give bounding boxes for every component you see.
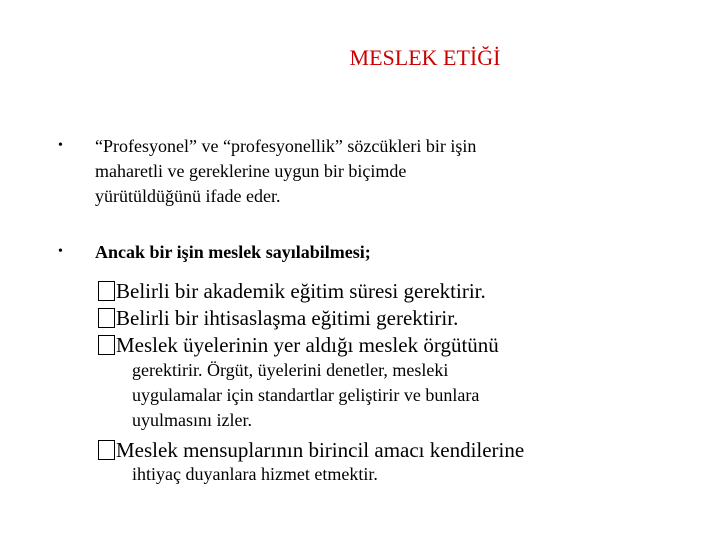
sub-item	[98, 304, 458, 333]
slide-title: MESLEK ETİĞİ	[349, 45, 501, 70]
missing-glyph-box-icon	[98, 440, 115, 460]
sub-item-continuation: uygulamalar için standartlar geliştirir ve bunlara	[132, 385, 480, 405]
sub-item-text: Meslek üyelerinin yer aldığı meslek örgütünü	[116, 333, 499, 357]
sub-item-continuation: uyulmasını izler.	[132, 410, 252, 430]
sub-item-continuation: gerektirir. Örgüt, üyelerini denetler, mesleki	[132, 360, 449, 380]
bullet-text: Ancak bir işin meslek sayılabilmesi;	[95, 242, 371, 262]
missing-glyph-box-icon	[98, 335, 115, 355]
bullet-line: yürütüldüğünü ifade eder.	[95, 186, 281, 206]
missing-glyph-box-icon	[98, 308, 115, 328]
sub-item	[98, 331, 499, 360]
bullet-line: “Profesyonel” ve “profesyonellik” sözcükleri bir işin	[95, 136, 477, 156]
sub-item-text: Meslek mensuplarının birincil amacı kendilerine	[116, 438, 525, 462]
sub-item-text: Belirli bir ihtisaslaşma eğitimi gerektirir.	[116, 306, 459, 330]
sub-item-text: Belirli bir akademik eğitim süresi gerektirir.	[116, 279, 486, 303]
bullet-line: maharetli ve gereklerine uygun bir biçimde	[95, 161, 407, 181]
sub-item-continuation: ihtiyaç duyanlara hizmet etmektir.	[132, 464, 378, 484]
sub-item	[98, 436, 524, 465]
sub-item	[98, 277, 486, 306]
bullet-text	[95, 134, 575, 209]
bullet-dot-icon: •	[58, 138, 63, 153]
missing-glyph-box-icon	[98, 281, 115, 301]
bullet-dot-icon: •	[58, 244, 63, 259]
